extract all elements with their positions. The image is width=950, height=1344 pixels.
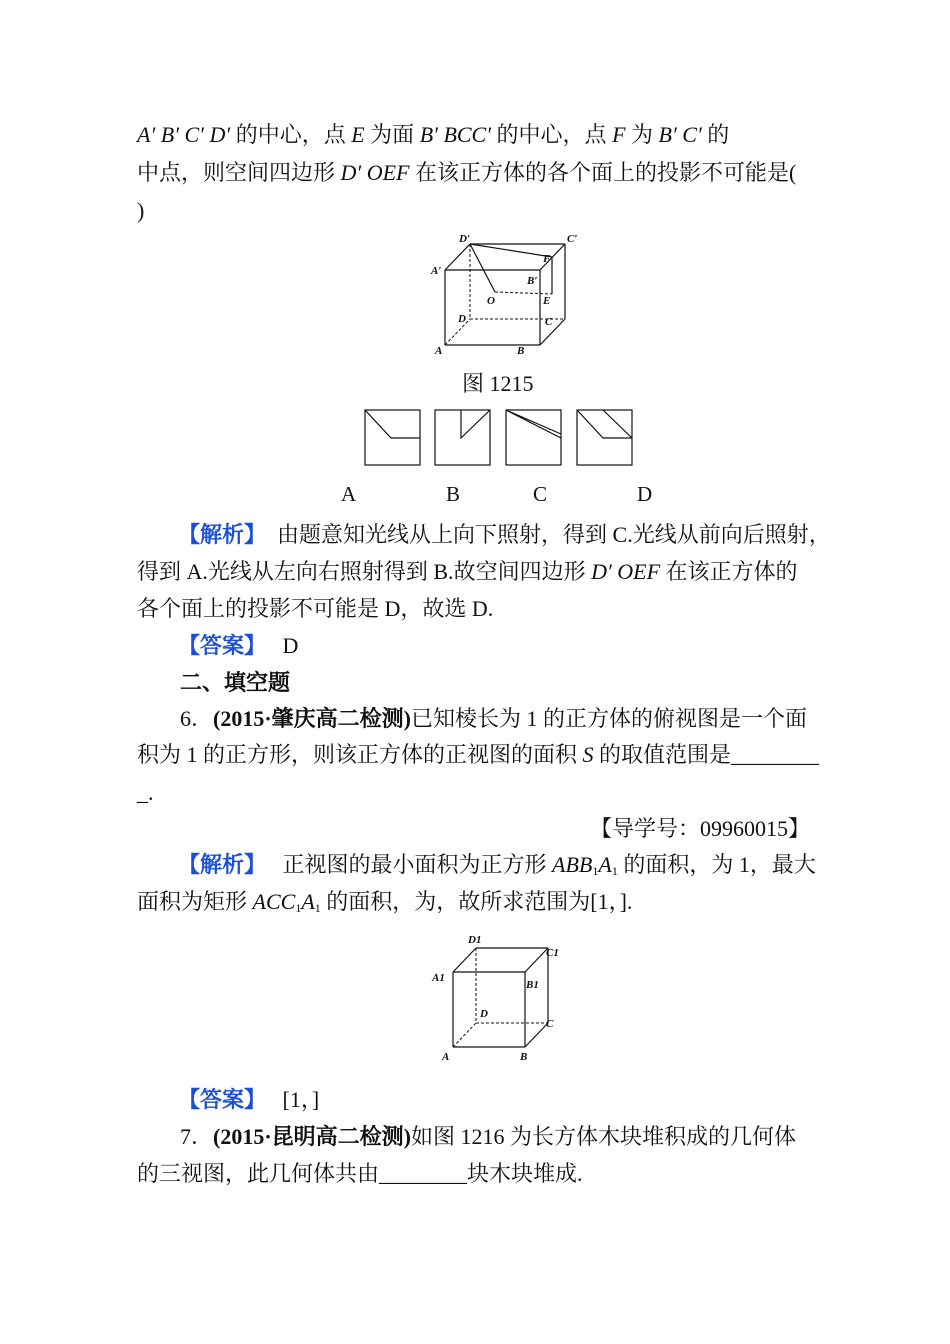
label-o: O	[487, 295, 495, 307]
q6-analysis-line1: 【解析】 正视图的最小面积为正方形 $ABB_1A_1$ 的面积，为 1，最大	[178, 852, 816, 878]
section-title-fill-blank: 二、填空题	[180, 670, 291, 695]
option-d-shape	[577, 410, 632, 438]
q6-line1: 6．(2015·肇庆高二检测)已知棱长为 1 的正方体的俯视图是一个面	[180, 706, 808, 731]
cube-edge	[540, 319, 565, 345]
option-a-shape	[365, 410, 420, 438]
figure-caption-1215: 图 1215	[462, 371, 534, 396]
label-a1: A1	[432, 972, 445, 984]
cube-edge	[453, 948, 476, 972]
q5-line1: A′ B′ C′ D′ 的中心，点 E 为面 B′ BCC′ 的中心，点 F 为 B′ C′ 的	[137, 122, 730, 147]
guide-number: 【导学号：09960015】	[589, 816, 810, 841]
option-label-d: D	[637, 482, 653, 506]
label-a: A	[442, 1051, 450, 1063]
option-label-b: B	[446, 482, 461, 506]
hidden-edge	[453, 1023, 476, 1047]
option-c-square	[506, 410, 561, 465]
q5-analysis-line3: 各个面上的投影不可能是 D，故选 D.	[137, 596, 494, 621]
label-c1: C1	[546, 947, 559, 959]
option-b-shape	[461, 410, 490, 438]
label-b: B	[517, 345, 525, 357]
label-d1: D1	[468, 934, 482, 946]
q6-line2: 积为 1 的正方形，则该正方体的正视图的面积 S 的取值范围是________	[137, 742, 820, 767]
quad-edge	[470, 244, 552, 257]
quad-edge	[470, 244, 495, 292]
option-label-c: C	[533, 482, 548, 506]
label-e: E	[543, 295, 551, 307]
option-d-diag	[603, 410, 632, 438]
label-a: A	[435, 345, 443, 357]
option-label-a: A	[341, 482, 357, 506]
label-d-prime: D′	[459, 233, 471, 245]
q7-line2: 的三视图，此几何体共由________块木块堆成.	[137, 1161, 583, 1186]
q6-line3: _.	[137, 780, 154, 805]
label-a-prime: A′	[431, 265, 442, 277]
q5-analysis-line2: 得到 A.光线从左向右照射得到 B.故空间四边形 D′ OEF 在该正方体的	[137, 559, 798, 584]
cube-figure-q6	[428, 930, 568, 1068]
hidden-edge	[495, 292, 552, 294]
cube-edge	[525, 1023, 548, 1047]
analysis-tag: 【解析】	[178, 522, 267, 547]
label-c: C	[545, 316, 553, 328]
cube-figure-1215	[425, 232, 578, 364]
q5-line3: )	[137, 198, 145, 223]
option-c-line2	[506, 410, 561, 438]
cube-edge	[445, 244, 470, 270]
q6-analysis-line2: 面积为矩形 $ACC_1A_1$ 的面积，为，故所求范围为[1，].	[137, 889, 633, 915]
label-b: B	[520, 1051, 528, 1063]
q6-answer: 【答案】 [1，]	[178, 1087, 320, 1112]
label-f: F	[543, 253, 551, 265]
label-d: D	[458, 313, 466, 325]
label-c: C	[546, 1018, 554, 1030]
label-b1: B1	[526, 979, 539, 991]
cube-edge	[525, 948, 548, 972]
label-b-prime: B′	[527, 275, 538, 287]
q5-analysis-line1: 【解析】 由题意知光线从上向下照射，得到 C.光线从前向后照射，	[178, 522, 831, 547]
label-c-prime: C′	[567, 233, 578, 245]
label-d: D	[480, 1008, 488, 1020]
answer-tag: 【答案】	[178, 633, 267, 658]
q7-line1: 7．(2015·昆明高二检测)如图 1216 为长方体木块堆积成的几何体	[180, 1124, 797, 1149]
q5-line2: 中点，则空间四边形 D′ OEF 在该正方体的各个面上的投影不可能是(	[137, 160, 797, 185]
projection-options	[363, 408, 635, 470]
q5-answer: 【答案】 D	[178, 633, 299, 658]
